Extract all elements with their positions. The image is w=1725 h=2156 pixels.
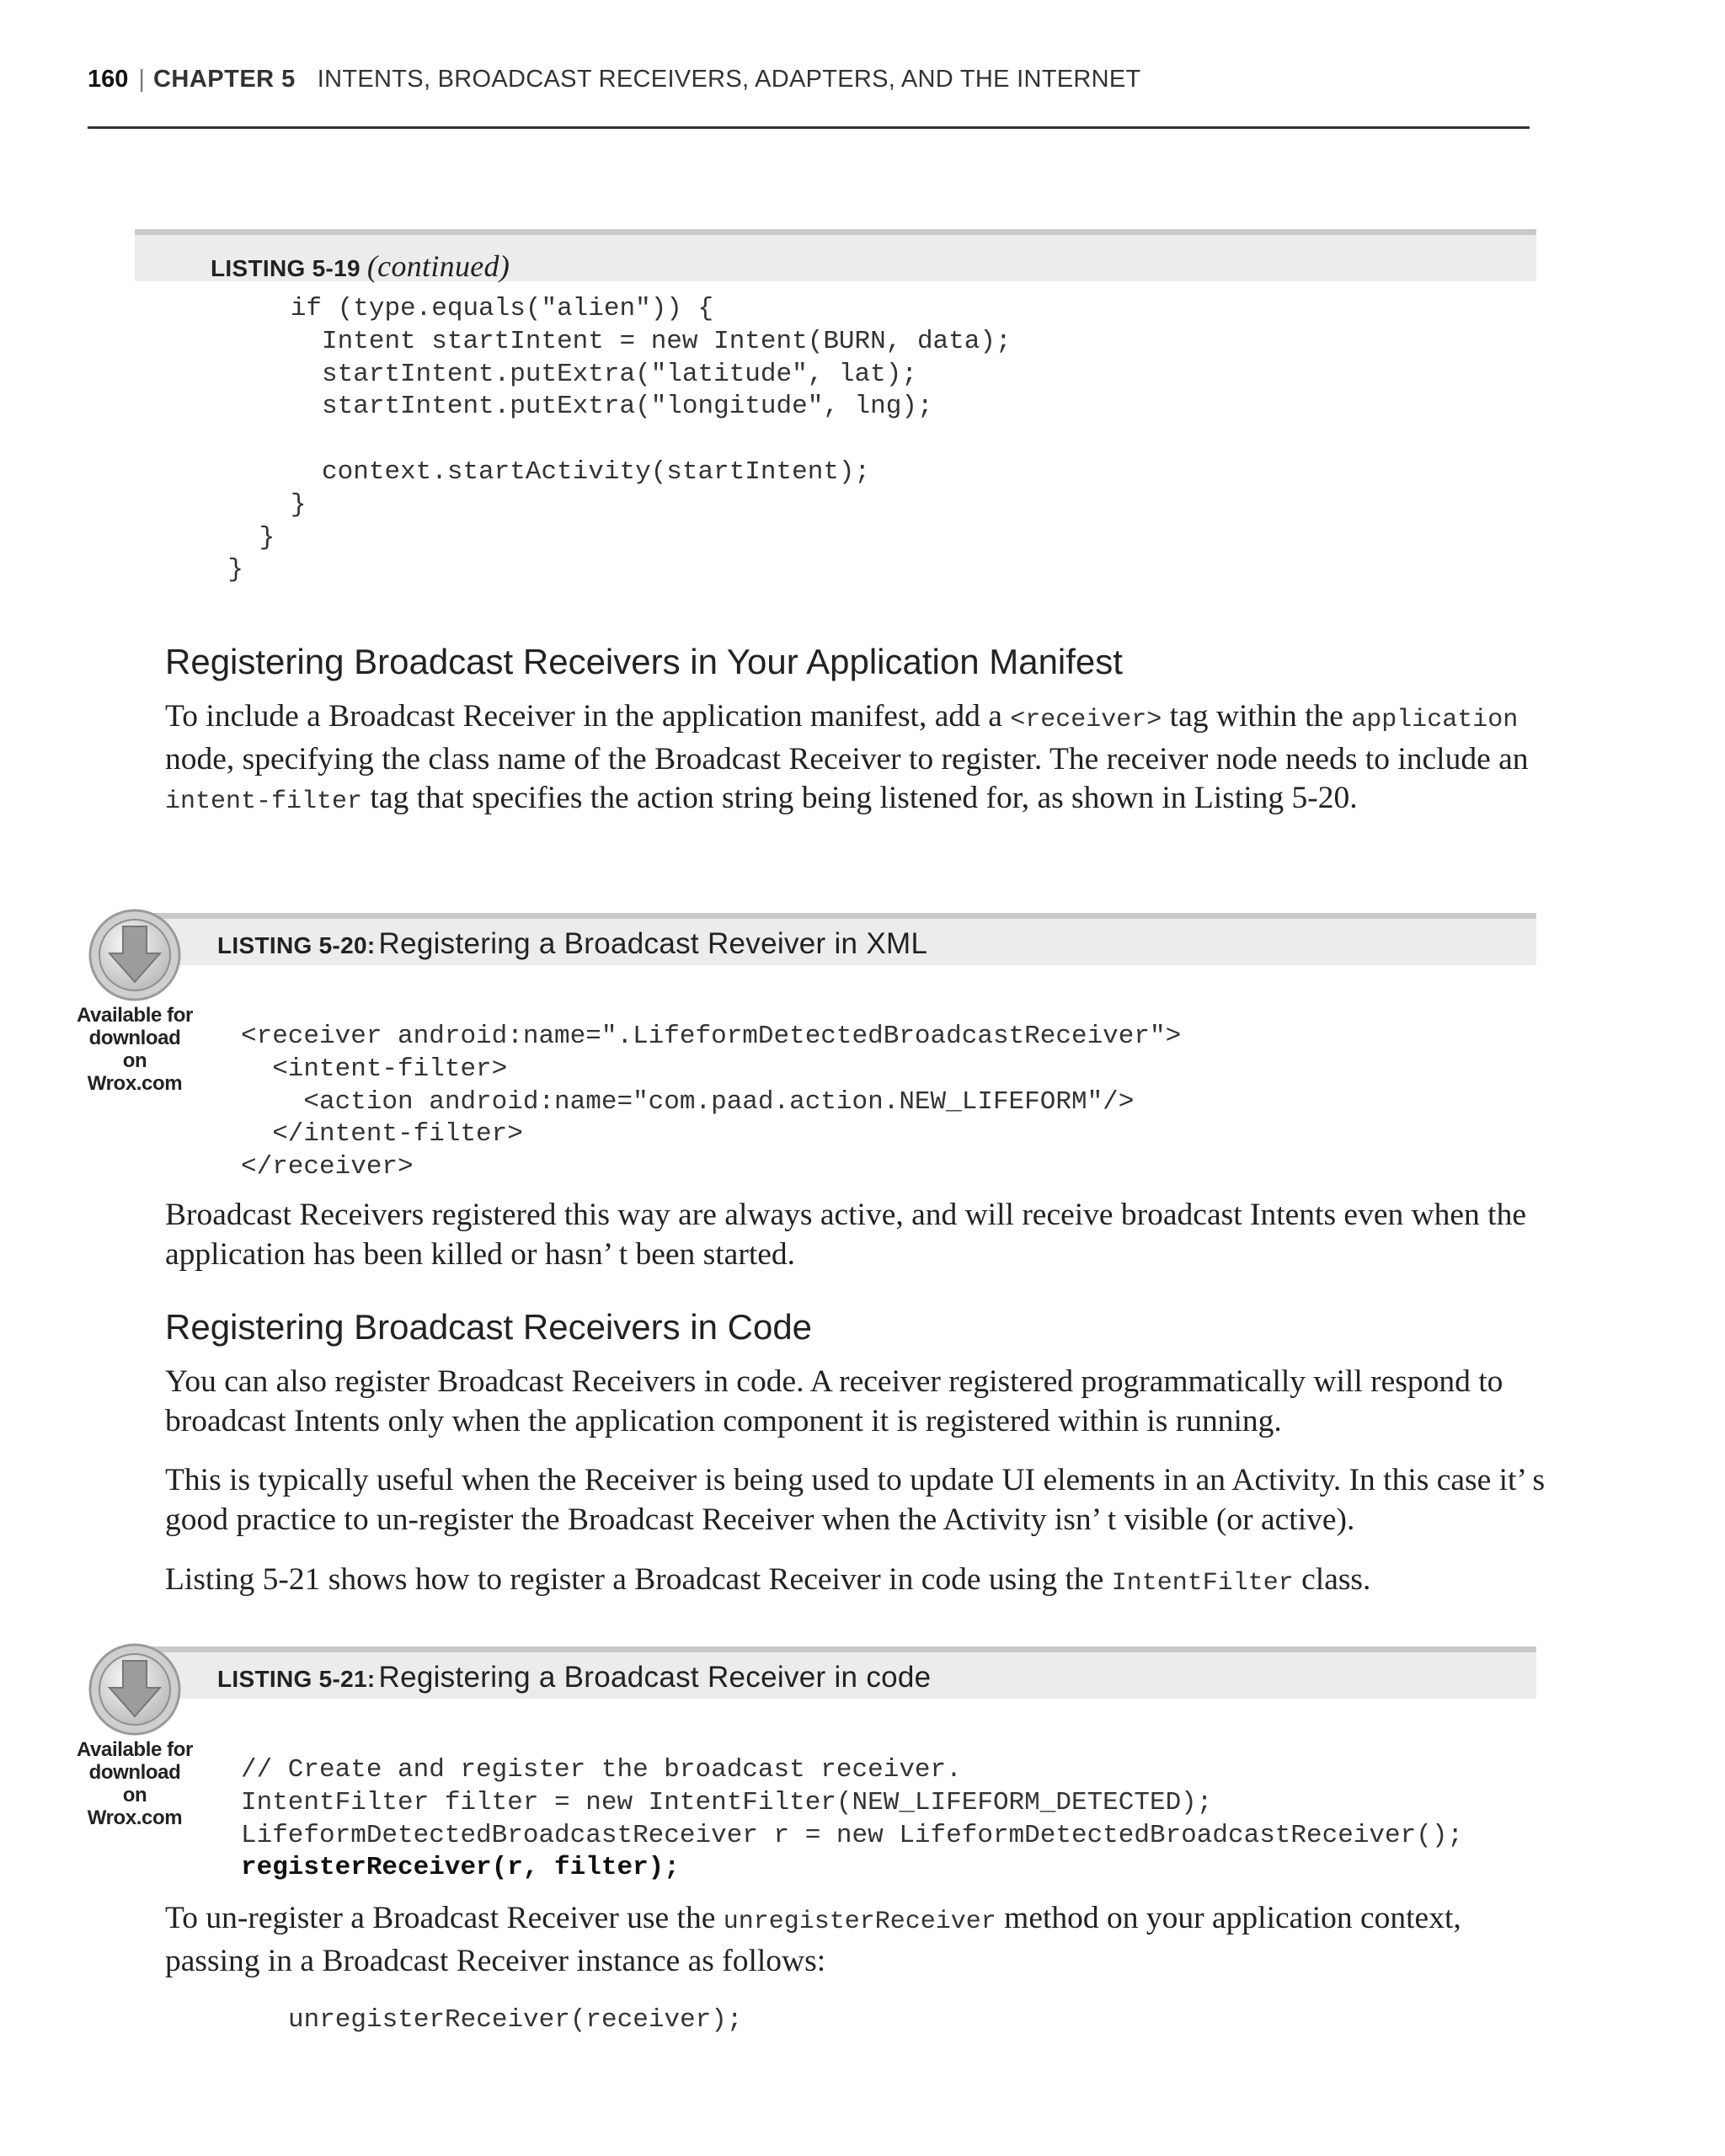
- chapter-title: INTENTS, BROADCAST RECEIVERS, ADAPTERS, AND THE INTERNET: [317, 66, 1141, 93]
- listing-5-21-code: [241, 1754, 1463, 1885]
- code-receiver-tag: <receiver>: [1010, 706, 1162, 734]
- download-text: Available for download on Wrox.com: [77, 1004, 193, 1095]
- section-heading-code: Registering Broadcast Receivers in Code: [165, 1307, 813, 1347]
- listing-5-21-label: LISTING 5-21: Registering a Broadcast Receiver in code: [217, 1661, 932, 1694]
- download-arrow-icon: [88, 1642, 182, 1737]
- listing-5-20-code: <receiver android:name=".LifeformDetectedBroadcastReceiver"> <intent-filter> <action android:name="com.paad.action.NEW_LIFEFORM"/> </intent-filter> </receiver>: [241, 1022, 1182, 1182]
- listing-5-20-bar: [135, 913, 1536, 965]
- unregister-paragraph: To un-register a Broadcast Receiver use the unregisterReceiver method on your application context, passing in a Broadcast Receiver instance as follows:: [165, 1901, 1461, 1978]
- running-head-separator: |: [138, 66, 145, 93]
- chapter-label: CHAPTER 5: [152, 66, 296, 93]
- running-head: [88, 66, 1530, 101]
- section-heading-manifest: Registering Broadcast Receivers in Your Application Manifest: [165, 642, 1123, 681]
- code-unregisterreceiver: unregisterReceiver: [723, 1908, 996, 1936]
- listing-5-21-code-body: // Create and register the broadcast receiver. IntentFilter filter = new IntentFilter(NEW_LIFEFORM_DETECTED); LifeformDetectedBroadcastReceiver r = new LifeformDetectedBroadcastReceiver();: [241, 1755, 1464, 1850]
- listing-5-21-code-bold-line: registerReceiver(r, filter);: [241, 1853, 680, 1883]
- listing-5-19-bar: [135, 229, 1536, 281]
- header-rule: [88, 126, 1530, 129]
- download-badge-5-20[interactable]: [76, 908, 194, 1095]
- code-application: application: [1351, 706, 1519, 734]
- download-badge-5-21[interactable]: [76, 1642, 194, 1829]
- code-intentfilter: IntentFilter: [1111, 1569, 1294, 1598]
- listing-5-21-bar: [135, 1646, 1536, 1699]
- listing-5-20-label: LISTING 5-20: Registering a Broadcast Reveiver in XML: [217, 927, 928, 960]
- intentfilter-paragraph: Listing 5-21 shows how to register a Broadcast Receiver in code using the IntentFilter class.: [165, 1562, 1371, 1598]
- code-registration-paragraph: You can also register Broadcast Receivers in code. A receiver registered programmatically will respond to broadcast Intents only when the application component it is registered within is running.: [165, 1364, 1503, 1438]
- download-arrow-icon: [88, 908, 182, 1002]
- listing-5-19-code: if (type.equals("alien")) { Intent startIntent = new Intent(BURN, data); startIntent.putExtra("latitude", lat); startIntent.putExtra("longitude", lng); context.startActivity(startIntent); } } }: [227, 294, 1012, 585]
- page-number: 160: [88, 66, 129, 93]
- listing-5-21-caption: Registering a Broadcast Receiver in code: [378, 1661, 932, 1694]
- ui-update-paragraph: This is typically useful when the Receiver is being used to update UI elements in an Activity. In this case it’ s good practice to un-register the Broadcast Receiver when the Activity isn’ t visible (or active).: [165, 1463, 1546, 1537]
- code-intent-filter: intent-filter: [165, 787, 363, 816]
- always-active-paragraph: Broadcast Receivers registered this way are always active, and will receive broadcast Intents even when the application has been killed or hasn’ t been started.: [165, 1198, 1526, 1272]
- download-text: Available for download on Wrox.com: [77, 1738, 193, 1829]
- listing-continued-label: (continued): [366, 249, 510, 283]
- listing-5-19-label: LISTING 5-19 (continued): [211, 249, 510, 283]
- manifest-paragraph: To include a Broadcast Receiver in the application manifest, add a <receiver> tag within the application node, specifying the class name of the Broadcast Receiver to register. The receiver node needs to include an intent-filter tag that specifies the action string being listened for, as shown in Listing 5-20.: [165, 699, 1529, 816]
- unregister-code: unregisterReceiver(receiver);: [288, 2005, 743, 2035]
- listing-5-20-caption: Registering a Broadcast Reveiver in XML: [378, 927, 928, 960]
